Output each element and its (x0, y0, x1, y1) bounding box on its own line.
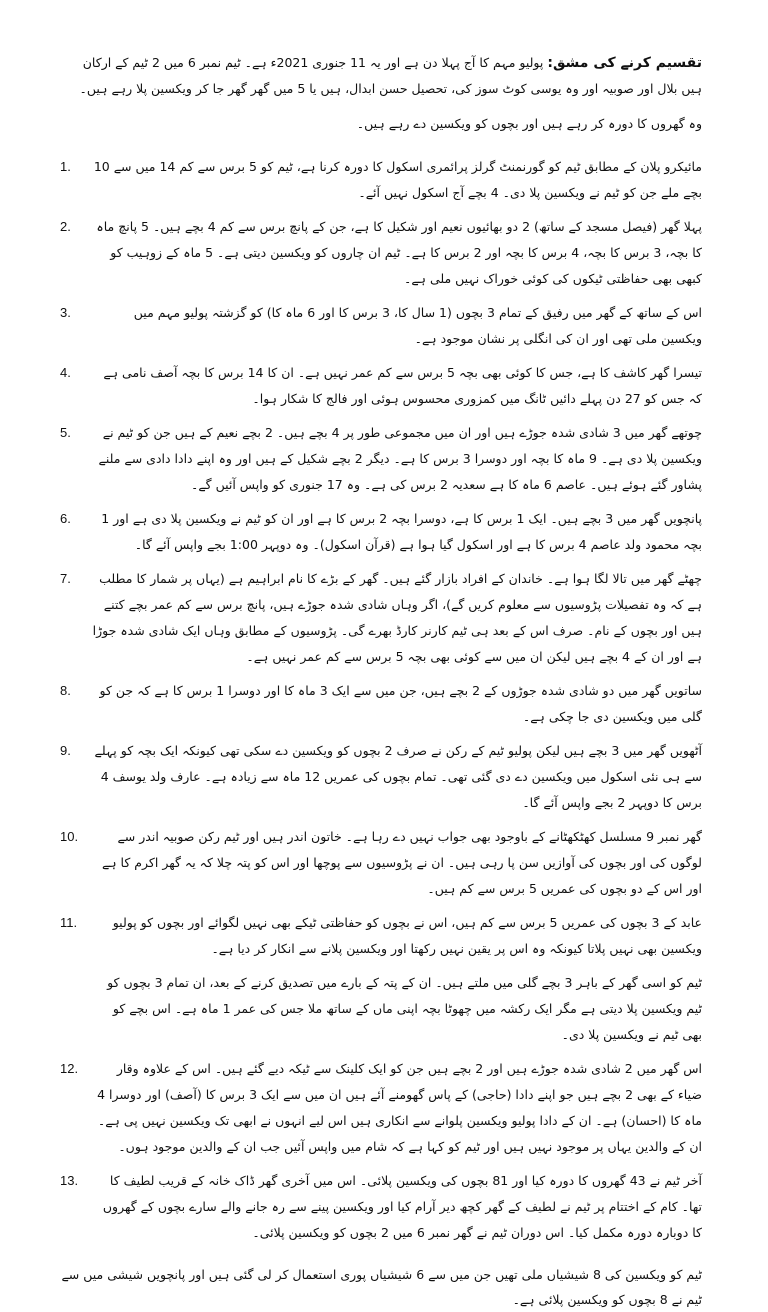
list-item-text: اس گھر میں 2 شادی شدہ جوڑے ہیں اور 2 بچے ہیں جن کو ایک کلینک سے ٹیکہ دیے گئے ہیں۔ اس کے علاوہ وقار ضیاء کے بھی 2 بچے ہیں جو اپنے دادا (حاجی) کے پاس گھومنے آئے ہیں ان میں سے ایک 3 برس کا (آصف) اور دوسرا 4 ماہ کا (احسان) ہے۔ ان کے دادا پولیو ویکسین پلوانے سے انکاری ہیں اس لیے انہوں نے ابھی تک ویکسین نہیں پی ہے۔ ان کے والدین یہاں پر موجود نہیں ہیں اور ٹیم کو کہا ہے کہ شام میں واپس آئیں جب ان کے والدین موجود ہوں۔ (97, 1061, 702, 1154)
list-item-number: 3. (60, 305, 71, 320)
list-item-text: گھر نمبر 9 مسلسل کھٹکھٹانے کے باوجود بھی جواب نہیں دے رہا ہے۔ خاتون اندر ہیں اور ٹیم رکن صوبیہ اندر سے لوگوں کی اور بچوں کی آوازیں سن پا رہی ہیں۔ ان نے پڑوسیوں سے پوچھا اور اس کو پتہ چلا کہ یہ گھر اکرم کا ہے اور اس کے دو بچوں کی عمریں 5 برس سے کم ہیں۔ (101, 829, 702, 896)
list-item-number: 4. (60, 365, 71, 380)
intro-text: پولیو مہم کا آج پہلا دن ہے اور یہ 11 جنوری 2021ء ہے۔ ٹیم نمبر 6 میں 2 ٹیم کے ارکان ہیں بلال اور صوبیہ اور وہ یوسی کوٹ سوز کی، تحصیل حسن ابدال، ہیں یا 5 میں گھر گھر جا کر ویکسین پلا رہے ہیں۔ (79, 55, 702, 96)
list-item (60, 738, 702, 816)
list-item (60, 566, 702, 670)
list-item-number: 8. (60, 683, 71, 698)
list-item-number: 9. (60, 743, 71, 758)
numbered-list (60, 154, 702, 1246)
list-item-text: ٹیم کو اسی گھر کے باہر 3 بچے گلی میں ملتے ہیں۔ ان کے پتہ کے بارے میں تصدیق کرنے کے بعد، ان تمام 3 بچوں کو ٹیم ویکسین پلا دیتی ہے مگر ایک رکشہ میں چھوٹا بچہ اپنی ماں کے ساتھ ملا جس کی عمر 1 ماہ ہے۔ اس بچے کو بھی ٹیم نے ویکسین پلا دی۔ (107, 975, 702, 1042)
list-item-continuation (60, 970, 702, 1048)
subintro-paragraph: وہ گھروں کا دورہ کر رہے ہیں اور بچوں کو ویکسین دے رہے ہیں۔ (356, 116, 702, 131)
list-item-number: 13. (60, 1173, 79, 1188)
list-item (60, 360, 702, 412)
list-item (60, 824, 702, 902)
list-item (60, 300, 702, 352)
list-item-number: 6. (60, 511, 71, 526)
list-item (60, 1168, 702, 1246)
list-item-text: آخر ٹیم نے 43 گھروں کا دورہ کیا اور 81 بچوں کی ویکسین پلائی۔ اس میں آخری گھر ڈاک خانہ کے قریب لطیف کا تھا۔ کام کے اختتام پر ٹیم نے لطیف کے گھر کچھ دیر آرام کیا اور ویکسین پینے سے رہ جانے والے سارے بچوں کے گھروں کا دوبارہ دورہ مکمل کیا۔ اس دوران ٹیم نے گھر نمبر 6 میں 2 بچوں کو ویکسین پلائی۔ (102, 1173, 702, 1240)
list-item-text: آٹھویں گھر میں 3 بچے ہیں لیکن پولیو ٹیم کے رکن نے صرف 2 بچوں کو ویکسین دے سکی تھی کیونکہ ایک بچہ کو پہلے سے ہی نئی اسکول میں ویکسین دے دی گئی تھی۔ تمام بچوں کی عمریں 12 ماہ سے زیادہ ہے۔ عارف ولد یوسف 4 برس کا دوپہر 2 بجے واپس آئے گا۔ (94, 743, 702, 810)
list-item-number (60, 970, 84, 1048)
list-item-text: اس کے ساتھ کے گھر میں رفیق کے تمام 3 بچوں (1 سال کا، 3 برس کا اور 6 ماہ کا) کو گزشتہ پولیو مہم میں ویکسین ملی تھی اور ان کی انگلی پر نشان موجود ہے۔ (133, 305, 702, 346)
list-item (60, 678, 702, 730)
list-item-text: چھٹے گھر میں تالا لگا ہوا ہے۔ خاندان کے افراد بازار گئے ہیں۔ گھر کے بڑے کا نام ابراہیم ہے (یہاں پر شمار کا مطلب ہے کہ وہ تفصیلات پڑوسیوں سے معلوم کریں گے)، اگر وہاں شادی شدہ جوڑے ہیں، پانچ برس سے کم عمر بچے کتنے ہیں اور بچوں کے نام۔ صرف اس کے بعد ہی ٹیم کارنر کارڈ بھرے گی۔ پڑوسیوں کے مطابق وہاں ایک شادی شدہ جوڑا ہے اور ان کے 4 بچے ہیں لیکن ان میں سے کوئی بھی بچہ 5 برس سے کم عمر نہیں ہے۔ (92, 571, 702, 664)
list-item (60, 506, 702, 558)
list-item-number: 2. (60, 219, 71, 234)
list-item-text: چوتھے گھر میں 3 شادی شدہ جوڑے ہیں اور ان میں مجموعی طور پر 4 بچے ہیں۔ 2 بچے نعیم کے ہیں جن کو ٹیم نے ویکسین پلا دی ہے۔ 9 ماہ کا بچہ اور دوسرا 3 برس کا ہے۔ دیگر 2 بچے شکیل کے ہیں اور وہ اپنے دادا دادی سے ملنے پشاور گئے ہوئے ہیں۔ عاصم 6 ماہ کا ہے سعدیہ 2 برس کی ہے۔ وہ 17 جنوری کو واپس آئیں گے۔ (98, 425, 702, 492)
list-item-number: 11. (60, 915, 78, 930)
list-item-number: 5. (60, 425, 71, 440)
list-item-number: 12. (60, 1061, 79, 1076)
closing-paragraph: ٹیم کو ویکسین کی 8 شیشیاں ملی تھیں جن میں سے 6 شیشیاں پوری استعمال کر لی گئی ہیں اور پانچویں شیشی میں سے ٹیم نے 8 بچوں کو ویکسین پلائی ہے۔ (61, 1267, 702, 1307)
intro-paragraph (60, 50, 702, 101)
list-item-text: پانچویں گھر میں 3 بچے ہیں۔ ایک 1 برس کا ہے، دوسرا بچہ 2 برس کا ہے اور ان کو ٹیم نے ویکسین پلا دی ہے اور 1 بچہ محمود ولد عاصم 4 برس کا ہے اور اسکول گیا ہوا ہے (قرآن اسکول)۔ وہ دوپہر 1:00 بجے واپس آئے گا۔ (101, 511, 702, 552)
list-item-number: 7. (60, 571, 71, 586)
list-item-text: پہلا گھر (فیصل مسجد کے ساتھ) 2 دو بھائیوں نعیم اور شکیل کا ہے، جن کے پانچ برس سے کم 4 بچے ہیں۔ 5 پانچ ماہ کا بچہ، 3 برس کا بچہ، 4 برس کا بچہ اور 2 برس کا ہے۔ ٹیم ان چاروں کو ویکسین دیتی ہے۔ 5 ماہ کے زوہیب کو کبھی بھی حفاظتی ٹیکوں کی کوئی خوراک نہیں ملی ہے۔ (96, 219, 702, 286)
list-item-number: 10. (60, 829, 79, 844)
list-item (60, 910, 702, 962)
list-item (60, 214, 702, 292)
list-item (60, 420, 702, 498)
list-item (60, 154, 702, 206)
list-item-number: 1. (60, 159, 71, 174)
list-item-text: مائیکرو پلان کے مطابق ٹیم کو گورنمنٹ گرلز پرائمری اسکول کا دورہ کرنا ہے، ٹیم کو 5 برس سے کم 14 میں سے 10 بچے ملے جن کو ٹیم نے ویکسین پلا دی۔ 4 بچے آج اسکول نہیں آئے۔ (93, 159, 702, 200)
list-item (60, 1056, 702, 1160)
list-item-text: عابد کے 3 بچوں کی عمریں 5 برس سے کم ہیں، اس نے بچوں کو حفاظتی ٹیکے بھی نہیں لگوائے اور بچوں کو پولیو ویکسین بھی نہیں پلاتا کیونکہ وہ اس پر یقین نہیں رکھتا اور ویکسین پلانے سے انکار کر دیا ہے۔ (112, 915, 702, 956)
list-item-text: تیسرا گھر کاشف کا ہے، جس کا کوئی بھی بچہ 5 برس سے کم عمر نہیں ہے۔ ان کا 14 برس کا بچہ آصف نامی ہے کہ جس کو 27 دن پہلے دائیں ٹانگ میں کمزوری محسوس ہوئی اور فالج کا شکار ہوا۔ (103, 365, 702, 406)
exercise-title: تقسیم کرنے کی مشق: (547, 55, 702, 71)
list-item-text: ساتویں گھر میں دو شادی شدہ جوڑوں کے 2 بچے ہیں، جن میں سے ایک 3 ماہ کا اور دوسرا 1 برس کا ہے کہ جن کو گلی میں ویکسین دی جا چکی ہے۔ (99, 683, 702, 724)
